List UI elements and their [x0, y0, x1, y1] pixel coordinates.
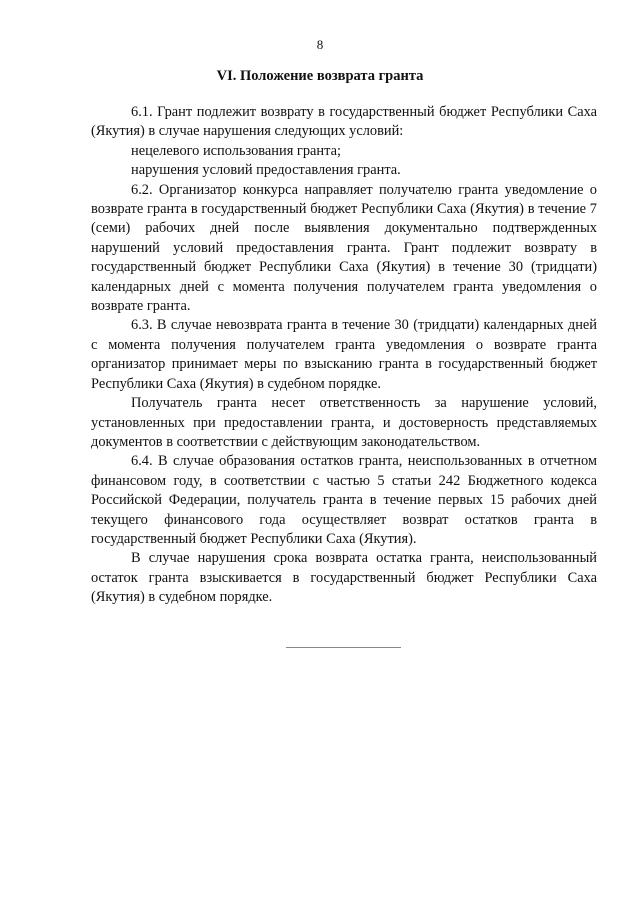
paragraph-responsibility: Получатель гранта несет ответственность за нарушение условий, установленных при предоставлении гранта, и достоверность представляемых документов в соответствии с действующим законодательством. — [91, 395, 597, 450]
document-body — [91, 103, 597, 608]
section-title: VI. Положение возврата гранта — [216, 68, 424, 84]
paragraph-6-2: 6.2. Организатор конкурса направляет получателю гранта уведомление о возврате гранта в государственный бюджет Республики Саха (Якутия) в течение 7 (семи) рабочих дней после выявления документально подтвержденных нарушений условий предоставления гранта. Грант подлежит возврату в государственный бюджет Республики Саха (Якутия) в течение 30 (тридцати) календарных дней с момента получения получателем гранта уведомления о возврате гранта. — [91, 181, 597, 315]
end-divider-line — [286, 647, 401, 648]
paragraph-6-4: 6.4. В случае образования остатков гранта, неиспользованных в отчетном финансовом году, в соответствии с частью 5 статьи 242 Бюджетного кодекса Российской Федерации, получатель гранта в течение первых 15 рабочих дней текущего финансового года осуществляет возврат остатков гранта в государственный бюджет Республики Саха (Якутия). — [91, 453, 597, 547]
paragraph-deadline-violation: В случае нарушения срока возврата остатка гранта, неиспользованный остаток гранта взыскивается в государственный бюджет Республики Саха (Якутия) в судебном порядке. — [91, 550, 597, 606]
paragraph-condition-2: нарушения условий предоставления гранта. — [131, 162, 401, 179]
paragraph-6-3: 6.3. В случае невозврата гранта в течение 30 (тридцати) календарных дней с момента получения получателем гранта уведомления о возврате гранта организатор принимает меры по взысканию гранта в государственный бюджет Республики Саха (Якутия) в судебном порядке. — [91, 317, 597, 392]
paragraph-condition-1: нецелевого использования гранта; — [131, 142, 341, 159]
page-number: 8 — [316, 37, 324, 52]
paragraph-6-1: 6.1. Грант подлежит возврату в государственный бюджет Республики Саха (Якутия) в случае нарушения следующих условий: — [91, 104, 597, 140]
